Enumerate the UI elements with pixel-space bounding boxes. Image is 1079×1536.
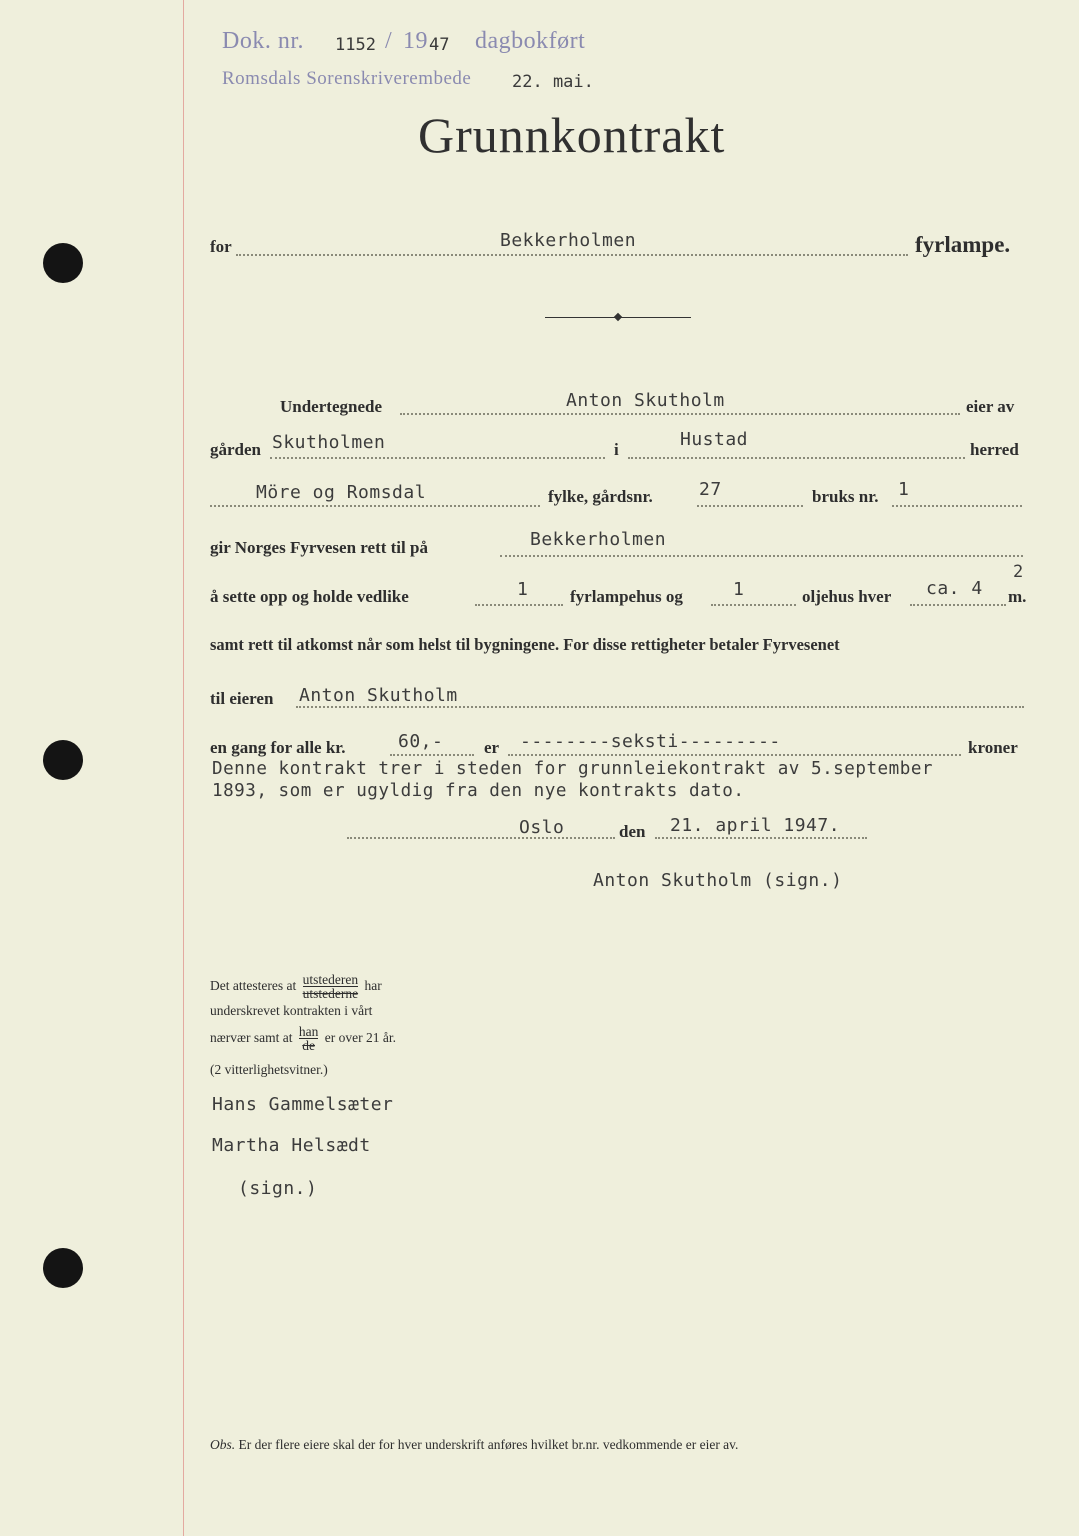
dotted-line [236,254,908,256]
page-title: Grunnkontrakt [418,107,726,163]
attest-text: har [364,978,382,993]
gir-label: gir Norges Fyrvesen rett til på [210,538,428,557]
place: Oslo [519,817,565,838]
bruks-label: bruks nr. [812,487,879,506]
note-line-1: Denne kontrakt trer i steden for grunnleiekontrakt av 5.september [212,759,934,779]
dotted-line [892,505,1022,507]
attest-line-1 [210,970,382,1002]
er-label: er [484,738,500,757]
attest-line-4: (2 vitterlighetsvitner.) [210,1062,328,1077]
dotted-line [655,837,867,839]
witness-sign: (sign.) [238,1178,318,1199]
attest-option-struck: utstederne [302,986,359,1002]
i-label: i [614,440,619,459]
payee: Anton Skutholm [299,685,458,706]
attest-option-selected: han [298,1024,319,1040]
punch-hole [43,243,83,283]
en-gang-label: en gang for alle kr. [210,738,346,757]
fylke-label: fylke, gårdsnr. [548,487,653,506]
location: Bekkerholmen [530,529,667,550]
dotted-line [910,604,1006,606]
bruksnr: 1 [898,479,910,500]
stamp-date: 22. mai. [512,72,594,92]
dotted-line [347,837,615,839]
stamp-dok-label: Dok. nr. [222,28,304,54]
herred-label: herred [970,440,1019,459]
attest-option-struck: de [302,1038,315,1054]
farm-name: Skutholmen [272,432,386,453]
stamp-status: dagbokført [475,28,586,54]
area-exponent: 2 [1013,562,1024,582]
den-label: den [619,822,646,841]
dotted-line [296,706,1024,708]
dotted-line [697,505,803,507]
lamp-count: 1 [517,579,529,600]
undertegnede-label: Undertegnede [280,397,382,416]
attest-line-2: underskrevet kontrakten i vårt [210,1003,373,1018]
area: ca. 4 [926,578,983,599]
stamp-dok-number: 1152 [335,35,376,55]
stamp-year-suffix: 47 [429,35,450,55]
attest-option-2 [299,1025,319,1052]
note-line-2: 1893, som er ugyldig fra den nye kontrakts dato. [212,781,745,801]
municipality: Hustad [680,429,749,450]
eier-av-label: eier av [966,397,1015,416]
dotted-line [508,754,961,756]
fyrlampe-label: fyrlampe. [915,232,1011,257]
attest-text: Det attesteres at [210,978,297,993]
contract-date: 21. april 1947. [670,815,841,836]
obs-label: Obs. [210,1437,236,1452]
county: Möre og Romsdal [256,482,427,503]
m-label: m. [1008,587,1027,606]
gardsnr: 27 [699,479,722,500]
oljehus-label: oljehus hver [802,587,892,606]
fyrlampehus-label: fyrlampehus og [570,587,683,606]
garden-label: gården [210,440,261,459]
sette-label: å sette opp og holde vedlike [210,587,409,606]
stamp-year-prefix: 19 [403,28,428,54]
owner-name: Anton Skutholm [566,390,725,411]
dotted-line [210,505,540,507]
punch-hole [43,1248,83,1288]
stamp-slash: / [385,28,393,54]
dotted-line [628,457,965,459]
kroner-label: kroner [968,738,1018,757]
witness-2: Martha Helsædt [212,1135,371,1156]
dotted-line [500,555,1023,557]
divider-diamond [614,313,622,321]
dotted-line [400,413,960,415]
witness-1: Hans Gammelsæter [212,1094,394,1115]
dotted-line [390,754,474,756]
attest-option-selected: utstederen [302,972,359,988]
stamp-office: Romsdals Sorenskriverembede [222,68,472,89]
samt-text: samt rett til atkomst når som helst til bygningene. For disse rettigheter betaler Fyrvesenet [210,635,840,654]
dotted-line [270,457,605,459]
oil-count: 1 [733,579,745,600]
attest-line-3 [210,1022,396,1054]
punch-hole [43,740,83,780]
til-eieren-label: til eieren [210,689,274,708]
attest-text: nærvær samt at [210,1030,293,1045]
for-value: Bekkerholmen [500,230,637,251]
owner-signature: Anton Skutholm (sign.) [593,870,843,891]
amount: 60,- [398,731,444,752]
attest-option-1 [303,973,358,1000]
margin-line [183,0,184,1536]
footer-text: Er der flere eiere skal der for hver underskrift anføres hvilket br.nr. vedkommende er eier av. [238,1437,739,1452]
amount-words: --------seksti--------- [520,731,781,752]
footer-note [210,1437,738,1453]
attest-text: er over 21 år. [324,1030,396,1045]
dotted-line [711,604,796,606]
for-label: for [210,237,232,256]
dotted-line [475,604,563,606]
